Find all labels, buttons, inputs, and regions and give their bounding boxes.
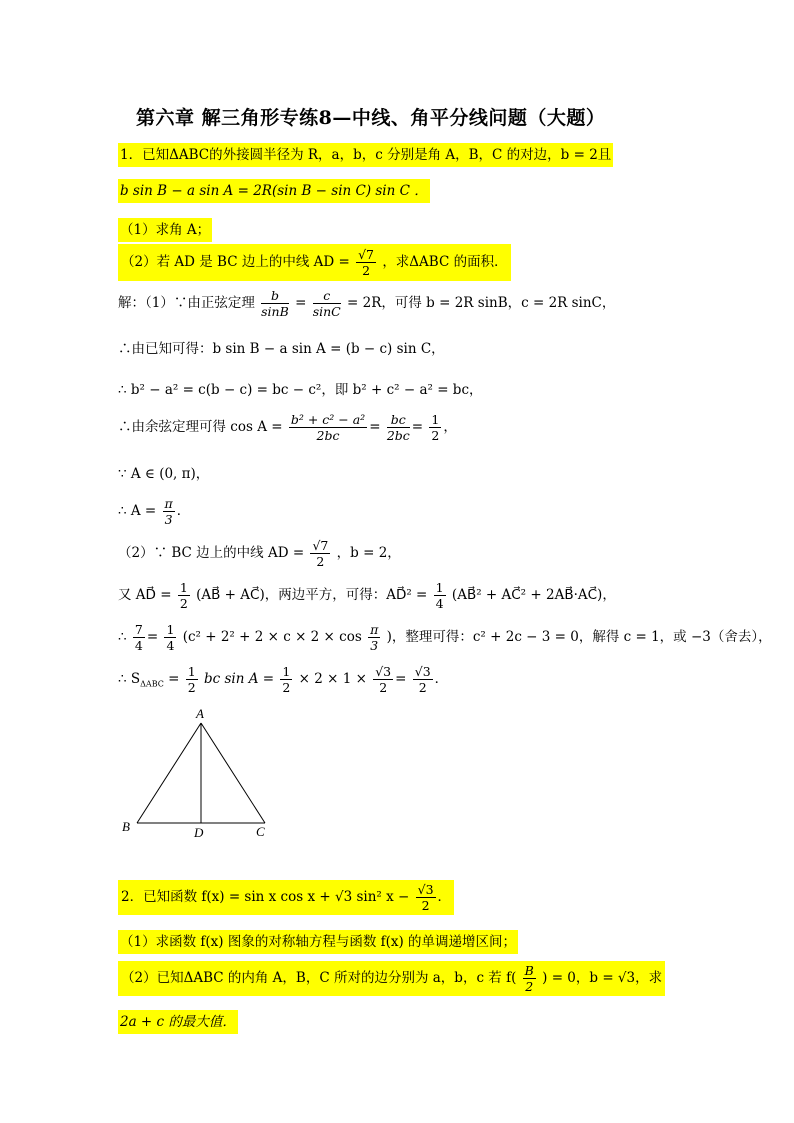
problem2-question1: （1）求函数 f(x) 图象的对称轴方程与函数 f(x) 的单调递增区间； <box>118 930 518 950</box>
solution-line7: （2）∵ BC 边上的中线 AD = $\frac{√7}{2}$ ，b = 2， <box>118 538 401 569</box>
page-title: 第六章 解三角形专练8—中线、角平分线问题（大题） <box>136 107 606 129</box>
solution-line8: 又 AD⃗ = $\frac{1}{2}$ (AB⃗ + AC⃗)，两边平方，可得：AD⃗² = $\frac{1}{4}$ (AB⃗² + AC⃗² + 2AB⃗·AC⃗)， <box>118 580 616 611</box>
solution-line9: ∴ $\frac{7}{4}$ = $\frac{1}{4}$ (c² + 2² + 2 × c × 2 × cos $\frac{\pi}{3}$ )，整理可得：c² + 2c − 3 = 0，解得 c = 1，或 −3（舍去）， <box>118 622 772 653</box>
solution-line3: ∴ b² − a² = c(b − c) = bc − c²，即 b² + c² − a² = bc， <box>118 382 483 398</box>
triangle-figure <box>110 700 290 845</box>
problem1-question1: （1）求角 A； <box>118 218 212 238</box>
label-a: A <box>196 706 204 721</box>
problem2-question2: （2）已知ΔABC 的内角 A，B，C 所对的边分别为 a，b，c 若 f( $\frac{B}{2}$ ) = 0，b = √3，求 <box>118 961 665 996</box>
solution-line2: ∴由已知可得：b sin B − a sin A = (b − c) sin C， <box>118 341 445 357</box>
problem2-stem: 2．已知函数 f(x) = sin x cos x + √3 sin² x − $\frac{√3}{2}$ ． <box>118 880 454 915</box>
problem2-question2-line2: 2a + c 的最大值． <box>118 1010 238 1030</box>
solution-line6: ∴ A = $\frac{\pi}{3}$ ． <box>118 496 191 527</box>
label-d: D <box>194 825 204 840</box>
solution-line5: ∵ A ∈ (0, π)， <box>118 466 210 482</box>
problem1-question2: （2）若 AD 是 BC 边上的中线 AD = $\frac{√7}{2}$ ，求ΔABC 的面积． <box>118 244 511 281</box>
problem1-stem-line1: 1．已知ΔABC的外接圆半径为 R，a，b，c 分别是角 A，B，C 的对边，b = 2且 <box>118 143 613 163</box>
solution-line4: ∴由余弦定理可得 cos A = $\frac{\text{b² + c² − a²}}{2bc}$ = $\frac{bc}{2bc}$ = $\frac{1}{2}$ ， <box>118 412 457 443</box>
problem1-stem-line2: b sin B − a sin A = 2R(sin B − sin C) sin C ． <box>118 179 430 199</box>
label-b: B <box>122 819 130 834</box>
side-ac <box>201 723 265 823</box>
label-c: C <box>256 824 265 839</box>
solution-line1: 解：（1）∵由正弦定理 $\frac{b}{\sin B}$ = $\frac{c}{\sin C}$ = 2R，可得 b = 2R sinB，c = 2R sinC， <box>118 288 616 319</box>
solution-line10: ∴ $S_{\Delta ABC}$ = $\frac{1}{2}$ bc sin A = $\frac{1}{2}$ × 2 × 1 × $\frac{√3}{2}$ = $\frac{√3}{2}$ ． <box>118 664 449 695</box>
side-ab <box>137 723 201 823</box>
